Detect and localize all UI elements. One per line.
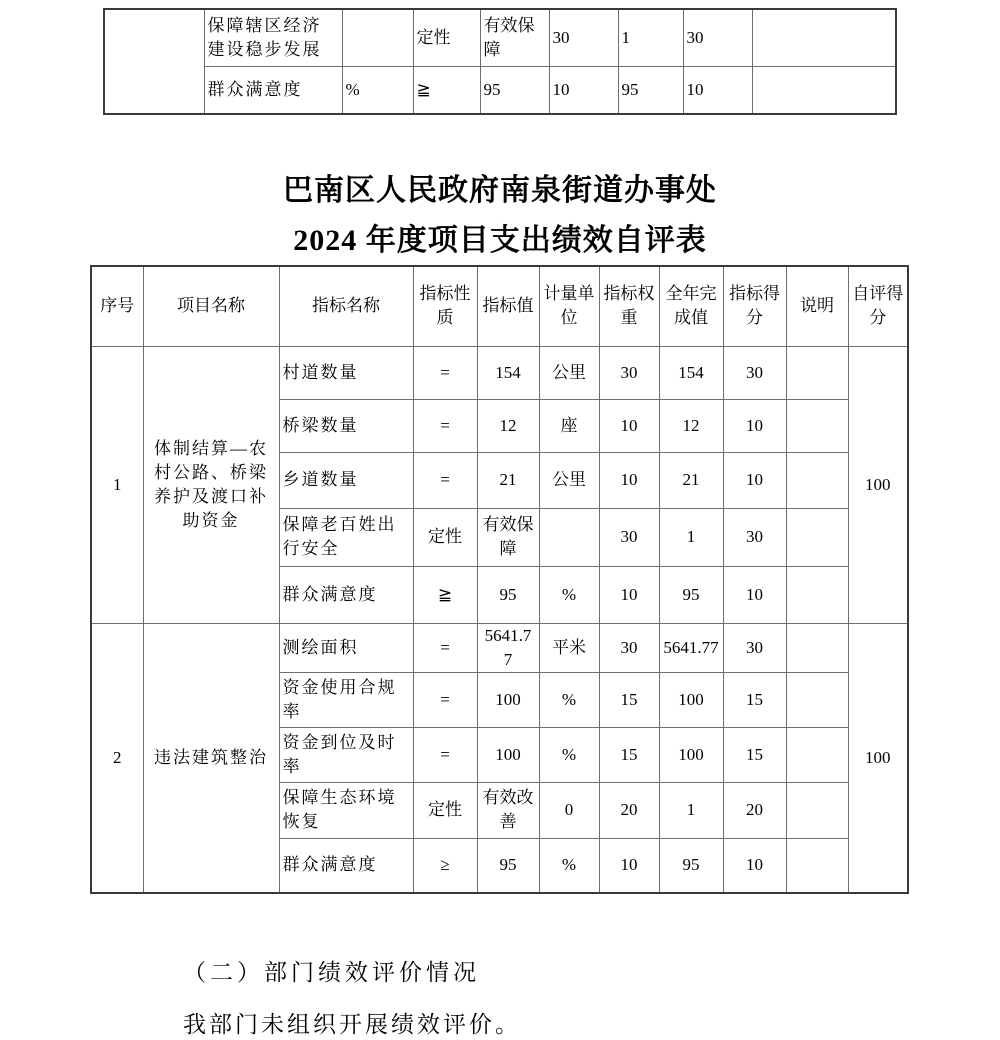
cell-metric-name: 群众满意度: [279, 566, 413, 623]
cell-metric-target: 95: [477, 838, 539, 893]
cell-self-score: 100: [848, 346, 908, 623]
cell-metric-score: 10: [723, 452, 786, 508]
cell-metric-nature: =: [413, 452, 477, 508]
table-row: [104, 9, 896, 66]
cell-metric-nature: 定性: [413, 508, 477, 566]
cell-note: [786, 623, 848, 672]
cell-metric-actual: 1: [618, 9, 683, 66]
cell-metric-target: 100: [477, 672, 539, 727]
cell-metric-unit: %: [539, 566, 599, 623]
cell-note: [786, 672, 848, 727]
header-cell: 序号: [91, 266, 143, 346]
cell-metric-name: 资金到位及时率: [279, 727, 413, 782]
cell-metric-actual: 100: [659, 727, 723, 782]
cell-metric-weight: 10: [599, 566, 659, 623]
cell-metric-nature: ≧: [413, 566, 477, 623]
cell-metric-actual: 21: [659, 452, 723, 508]
cell-note: [786, 727, 848, 782]
cell-metric-unit: %: [539, 727, 599, 782]
cell-seq: 1: [91, 346, 143, 623]
table-row: [91, 623, 908, 672]
table-row: [104, 66, 896, 114]
cell-note: [786, 838, 848, 893]
cell-metric-name: 村道数量: [279, 346, 413, 399]
cell-metric-actual: 95: [659, 838, 723, 893]
cell-metric-unit: %: [539, 672, 599, 727]
cell-project-name: 体制结算—农村公路、桥梁养护及渡口补助资金: [143, 346, 279, 623]
cell-metric-score: 20: [723, 782, 786, 838]
cell-seq: 2: [91, 623, 143, 893]
header-cell: 说明: [786, 266, 848, 346]
cell-note: [786, 346, 848, 399]
cell-metric-name: 保障生态环境恢复: [279, 782, 413, 838]
cell-metric-unit: 公里: [539, 452, 599, 508]
cell-metric-nature: =: [413, 727, 477, 782]
cell-metric-name: 群众满意度: [204, 66, 342, 114]
cell-metric-score: 15: [723, 727, 786, 782]
cell-metric-target: 100: [477, 727, 539, 782]
cell-metric-unit: [539, 508, 599, 566]
document-title-line2: 2024 年度项目支出绩效自评表: [293, 224, 707, 257]
table-row: [91, 346, 908, 399]
cell-metric-weight: 15: [599, 672, 659, 727]
cell-metric-weight: 15: [599, 727, 659, 782]
cell-metric-actual: 100: [659, 672, 723, 727]
cell-metric-target: 21: [477, 452, 539, 508]
cell-metric-unit: 平米: [539, 623, 599, 672]
cell-metric-target: 有效保障: [477, 508, 539, 566]
section-body: 我部门未组织开展绩效评价。: [183, 1012, 521, 1037]
cell-metric-score: 30: [683, 9, 752, 66]
continuation-table-container: [103, 8, 897, 115]
cell-metric-score: 10: [723, 838, 786, 893]
header-cell: 指标得分: [723, 266, 786, 346]
cell-metric-nature: =: [413, 346, 477, 399]
cell-metric-score: 10: [683, 66, 752, 114]
cell-metric-weight: 10: [599, 399, 659, 452]
cell-metric-score: 15: [723, 672, 786, 727]
cell-metric-unit: 公里: [539, 346, 599, 399]
cell-self-score: 100: [848, 623, 908, 893]
header-cell: 指标性质: [413, 266, 477, 346]
cell-note: [786, 782, 848, 838]
cell-metric-name: 资金使用合规率: [279, 672, 413, 727]
cell-metric-weight: 30: [599, 623, 659, 672]
cell-metric-unit: [342, 9, 413, 66]
section-heading: （二）部门绩效评价情况: [183, 960, 480, 985]
cell-metric-nature: ≧: [413, 66, 480, 114]
cell-metric-unit: %: [539, 838, 599, 893]
cell-note: [752, 9, 896, 66]
cell-note: [752, 66, 896, 114]
cell-metric-score: 30: [723, 346, 786, 399]
cell-note: [786, 452, 848, 508]
cell-metric-unit: 座: [539, 399, 599, 452]
header-cell: 项目名称: [143, 266, 279, 346]
cell-metric-weight: 10: [549, 66, 618, 114]
cell-note: [786, 399, 848, 452]
cell-metric-actual: 95: [659, 566, 723, 623]
cell-note: [786, 508, 848, 566]
cell-metric-name: 群众满意度: [279, 838, 413, 893]
header-cell: 计量单位: [539, 266, 599, 346]
header-cell: 指标名称: [279, 266, 413, 346]
cell-metric-actual: 5641.77: [659, 623, 723, 672]
cell-metric-nature: =: [413, 623, 477, 672]
cell-metric-weight: 10: [599, 838, 659, 893]
cell-project-name: 违法建筑整治: [143, 623, 279, 893]
cell-metric-target: 有效改善: [477, 782, 539, 838]
cell-metric-nature: =: [413, 399, 477, 452]
cell-metric-target: 有效保障: [480, 9, 549, 66]
cell-metric-weight: 10: [599, 452, 659, 508]
cell-metric-actual: 12: [659, 399, 723, 452]
cell-metric-name: 保障老百姓出行安全: [279, 508, 413, 566]
cell-metric-score: 10: [723, 399, 786, 452]
cell-metric-weight: 30: [549, 9, 618, 66]
cell-metric-target: 154: [477, 346, 539, 399]
cell-metric-name: 测绘面积: [279, 623, 413, 672]
header-row: [91, 266, 908, 346]
cell-note: [786, 566, 848, 623]
header-cell: 指标值: [477, 266, 539, 346]
cell-metric-target: 95: [477, 566, 539, 623]
cell-metric-score: 30: [723, 508, 786, 566]
cell-metric-weight: 30: [599, 346, 659, 399]
continuation-table: [103, 8, 897, 115]
cell-metric-actual: 95: [618, 66, 683, 114]
cell-metric-nature: ≥: [413, 838, 477, 893]
header-cell: 自评得分: [848, 266, 908, 346]
cell-metric-unit: 0: [539, 782, 599, 838]
header-cell: 指标权重: [599, 266, 659, 346]
header-cell: 全年完成值: [659, 266, 723, 346]
cell-metric-nature: =: [413, 672, 477, 727]
self-evaluation-table: [90, 265, 909, 894]
cell-metric-name: 乡道数量: [279, 452, 413, 508]
cell-metric-target: 12: [477, 399, 539, 452]
cell-metric-actual: 154: [659, 346, 723, 399]
cell-metric-actual: 1: [659, 508, 723, 566]
document-title: [0, 166, 1000, 266]
cell-metric-nature: 定性: [413, 782, 477, 838]
cell-metric-score: 30: [723, 623, 786, 672]
cell-metric-target: 5641.77: [477, 623, 539, 672]
cell-metric-target: 95: [480, 66, 549, 114]
cell-metric-weight: 20: [599, 782, 659, 838]
document-title-line1: 巴南区人民政府南泉街道办事处: [283, 174, 717, 207]
self-evaluation-table-container: [90, 265, 909, 894]
cell-metric-unit: %: [342, 66, 413, 114]
cell-metric-score: 10: [723, 566, 786, 623]
cell-metric-actual: 1: [659, 782, 723, 838]
cell-metric-weight: 30: [599, 508, 659, 566]
cell-metric-nature: 定性: [413, 9, 480, 66]
cell-project-name: [104, 9, 204, 114]
cell-metric-name: 保障辖区经济建设稳步发展: [204, 9, 342, 66]
cell-metric-name: 桥梁数量: [279, 399, 413, 452]
